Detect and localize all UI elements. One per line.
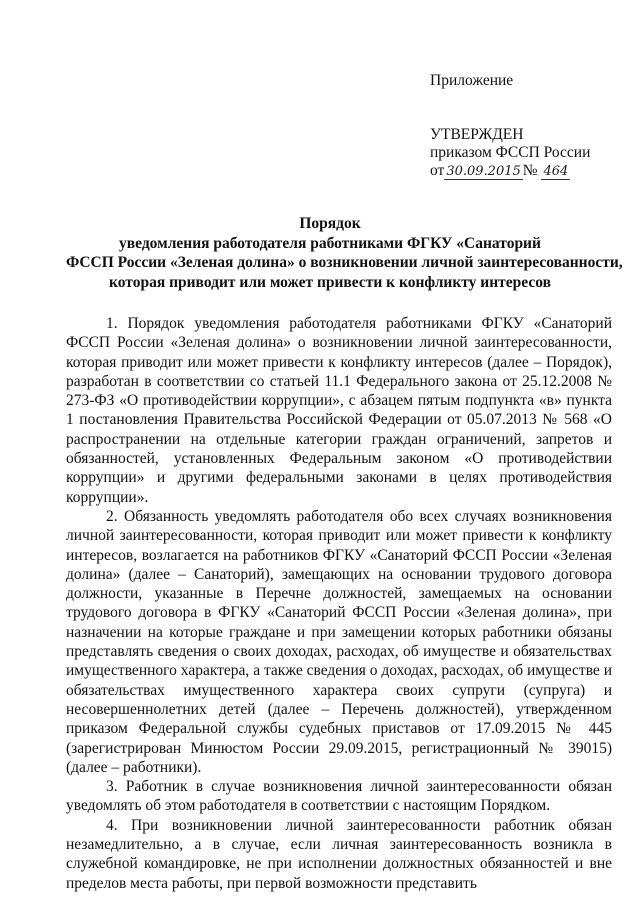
appendix-label: Приложение	[430, 72, 514, 89]
title-line-1: Порядок	[299, 215, 361, 232]
document-title	[66, 214, 623, 292]
approval-block	[430, 126, 590, 180]
approved-label: УТВЕРЖДЕН	[430, 126, 524, 143]
paragraph-3: 3. Работник в случае возникновения личной заинтересованности обязан уведомлять об этом работодателя в соответствии с настоящим Порядком.	[66, 778, 612, 815]
order-by-label: приказом ФССП России	[430, 144, 591, 161]
title-line-3: ФССП России «Зеленая долина» о возникновении личной заинтересованности,	[66, 254, 623, 271]
title-line-4: которая приводит или может привести к конфликту интересов	[109, 273, 551, 291]
document-body	[66, 314, 612, 893]
paragraph-4: 4. При возникновении личной заинтересованности работник обязан незамедлительно, а в случае, если личная заинтересованность возникла в служебной командировке, не при исполнении должностных обязанностей и вне пределов места работы, при первой возможности представить	[66, 816, 612, 892]
title-line-2: уведомления работодателя работниками ФГКУ «Санаторий	[119, 234, 541, 252]
order-date-row	[430, 162, 590, 180]
paragraph-1: 1. Порядок уведомления работодателя работниками ФГКУ «Санаторий ФССП России «Зеленая долина» о возникновении личной заинтересованности, которая приводит или может привести к конфликту интересов (далее – Порядок), разработан в соответствии со статьей 11.1 Федерального закона от 25.12.2008 № 273-ФЗ «О противодействии коррупции», с абзацем пятым подпункта «в» пункта 1 постановления Правительства Российской Федерации от 05.07.2013 № 568 «О распространении на отдельные категории граждан ограничений, запретов и обязанностей, установленных Федеральным законом «О противодействии коррупции» и другими федеральными законами в целях противодействия коррупции».	[66, 315, 612, 506]
paragraph-2: 2. Обязанность уведомлять работодателя обо всех случаях возникновения личной заинтересованности, которая приводит или может привести к конфликту интересов, возлагается на работников ФГКУ «Санаторий ФССП России «Зеленая долина» (далее – Санаторий), замещающих на основании трудового договора должности, указанные в Перечне должностей, замещаемых на основании трудового договора в ФГКУ «Санаторий ФССП России «Зеленая долина», при назначении на которые граждане и при замещении которых работники обязаны представлять сведения о своих доходах, расходах, об имуществе и обязательствах имущественного характера, а также сведения о доходах, расходах, об имуществе и обязательствах имущественного характера своих супруги (супруга) и несовершеннолетних детей (далее – Перечень должностей), утвержденном приказом Федеральной службы судебных приставов от 17.09.2015 № 445 (зарегистрирован Минюстом России 29.09.2015, регистрационный № 39015) (далее – работники).	[66, 507, 612, 776]
handwritten-number: 464	[543, 164, 569, 179]
handwritten-date: 30.09.2015	[446, 164, 521, 179]
date-prefix: от	[430, 162, 445, 179]
number-sign: №	[522, 162, 538, 179]
